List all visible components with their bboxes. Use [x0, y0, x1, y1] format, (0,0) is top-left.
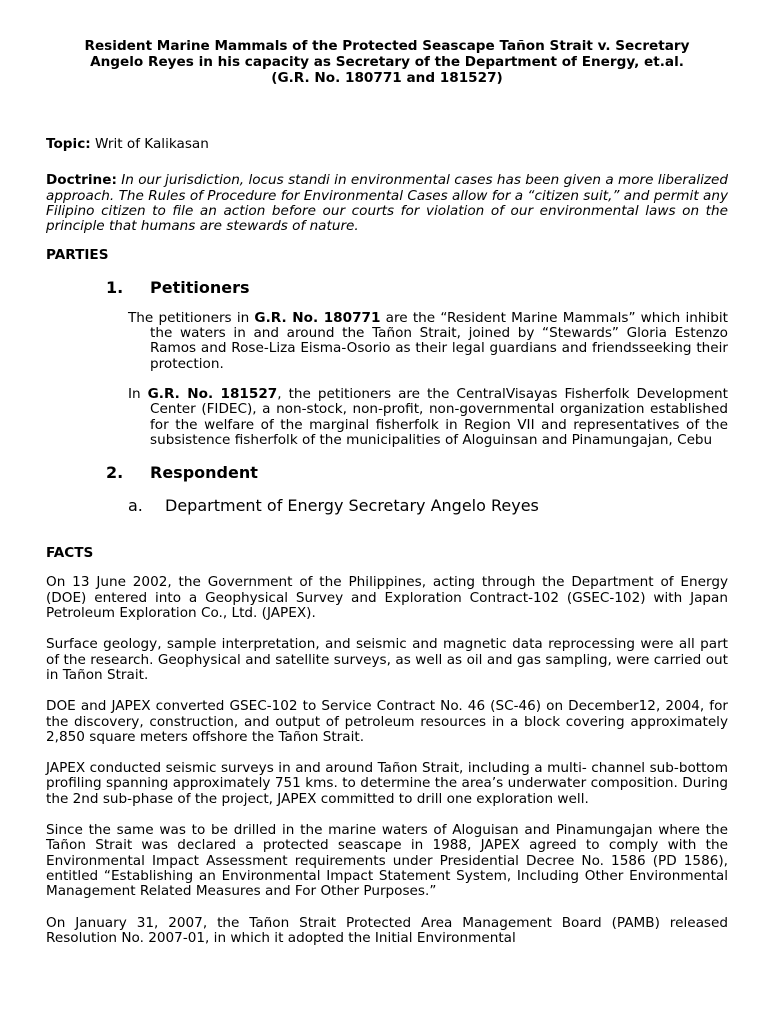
respondent-heading [106, 463, 728, 482]
facts-heading: FACTS [46, 545, 94, 562]
petitioners-heading [106, 278, 728, 297]
petitioners-number: 1. [106, 277, 124, 297]
petitioners-paragraph-1 [128, 311, 728, 372]
facts-paragraph: Surface geology, sample interpretation, and seismic and magnetic data reprocessing were all part of the research. Geophysical and satellite surveys, as well as oil and gas sampling, were carried out in Tañon Strait. [46, 636, 728, 683]
case-title [46, 38, 728, 86]
facts-paragraph: JAPEX conducted seismic surveys in and around Tañon Strait, including a multi- channel sub-bottom profiling spanning approximately 751 kms. to determine the area’s underwater composition. During the 2nd sub-phase of the project, JAPEX committed to drill one exploration well. [46, 760, 728, 807]
petitioners-label: Petitioners [150, 277, 250, 297]
text-run: , the petitioners are the CentralVisayas Fisherfolk Development Center (FIDEC), a non-stock, non-profit, non-governmental organization established for the welfare of the marginal fisherfolk in Region VII and representatives of the subsistence fisherfolk of the municipalities of Aloguinsan and Pinamungajan, Cebu [150, 385, 728, 448]
topic-value: Writ of Kalikasan [90, 136, 209, 152]
facts-paragraph: Since the same was to be drilled in the marine waters of Aloguisan and Pinamungajan where the Tañon Strait was declared a protected seascape in 1988, JAPEX agreed to comply with the Environmental Impact Assessment requirements under Presidential Decree No. 1586 (PD 1586), entitled “Establishing an Environmental Impact Statement System, Including Other Environmental Management Related Measures and For Other Purposes.” [46, 822, 728, 900]
case-title-line: Angelo Reyes in his capacity as Secretary of the Department of Energy, et.al. [90, 54, 684, 70]
petitioners-paragraph-2 [128, 387, 728, 448]
case-number-181527: G.R. No. 181527 [147, 385, 278, 402]
facts-paragraph: On 13 June 2002, the Government of the Philippines, acting through the Department of Energy (DOE) entered into a Geophysical Survey and Exploration Contract-102 (GSEC-102) with Japan Petroleum Exploration Co., Ltd. (JAPEX). [46, 574, 728, 622]
case-title-line: Resident Marine Mammals of the Protected Seascape Tañon Strait v. Secretary [84, 38, 690, 54]
text-run: are the “Resident Marine Mammals” which inhibit the waters in and around the Tañon Strait, joined by “Stewards” Gloria Estenzo Ramos and Rose-Liza Eisma-Osorio as their legal guardians and friendsseeking their protection. [150, 309, 728, 372]
respondent-item [128, 496, 728, 515]
respondent-item-text: Department of Energy Secretary Angelo Reyes [165, 496, 539, 516]
respondent-label: Respondent [150, 463, 258, 483]
respondent-number: 2. [106, 463, 124, 483]
facts-paragraph: On January 31, 2007, the Tañon Strait Protected Area Management Board (PAMB) released Resolution No. 2007-01, in which it adopted the Initial Environmental [46, 914, 728, 946]
respondent-item-letter: a. [128, 496, 143, 516]
case-number-180771: G.R. No. 180771 [254, 309, 381, 326]
case-title-line: (G.R. No. 180771 and 181527) [271, 70, 503, 86]
topic-label: Topic: [46, 136, 91, 152]
text-run: The petitioners in [128, 309, 255, 326]
topic-line [46, 137, 728, 152]
doctrine-label: Doctrine: [46, 172, 117, 189]
parties-heading: PARTIES [46, 247, 109, 264]
doctrine-paragraph [46, 173, 728, 234]
text-run: In [128, 385, 148, 402]
facts-paragraph: DOE and JAPEX converted GSEC-102 to Service Contract No. 46 (SC-46) on December12, 2004, for the discovery, construction, and output of petroleum resources in a block covering approximately 2,850 square meters offshore the Tañon Strait. [46, 698, 728, 745]
doctrine-text: In our jurisdiction, locus standi in environmental cases has been given a more liberalized approach. The Rules of Procedure for Environmental Cases allow for a “citizen suit,” and permit any Filipino citizen to file an action before our courts for violation of our environmental laws on the principle that humans are stewards of nature. [46, 172, 728, 235]
